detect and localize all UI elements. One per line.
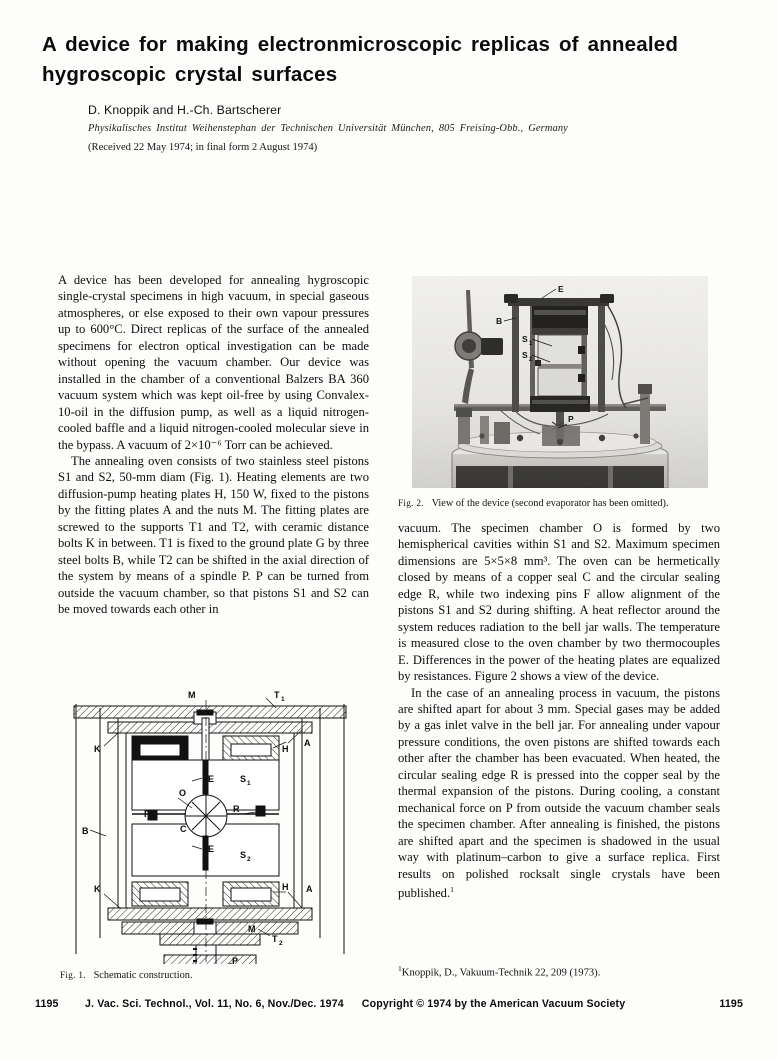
fig1-callout-K-bottom: K bbox=[94, 884, 101, 894]
page-title: A device for making electronmicroscopic replicas of annealed hygroscopic crystal surfaces bbox=[42, 33, 679, 86]
fig2-callout-E: E bbox=[558, 284, 564, 294]
footer-page-right: 1195 bbox=[719, 998, 743, 1010]
fig1-callout-S1: S bbox=[240, 774, 247, 784]
footer-page-left: 1195 bbox=[35, 998, 59, 1010]
fig1-callout-H-bottom: H bbox=[282, 882, 289, 892]
reference-item bbox=[398, 962, 720, 980]
svg-text:2: 2 bbox=[529, 357, 533, 363]
figure-1 bbox=[60, 686, 360, 964]
device-photo-graphic bbox=[412, 276, 708, 488]
footnote-marker: 1 bbox=[450, 884, 454, 894]
fig1-callout-E-bottom: E bbox=[208, 844, 215, 854]
fig1-callout-T1: T bbox=[274, 690, 280, 700]
footer-copyright: Copyright © 1974 by the American Vacuum Society bbox=[361, 998, 626, 1010]
paragraph bbox=[398, 685, 720, 902]
fig1-callout-R: R bbox=[233, 804, 240, 814]
figure-1-caption bbox=[60, 969, 360, 982]
fig1-callout-C: C bbox=[180, 824, 187, 834]
svg-text:1: 1 bbox=[247, 780, 251, 787]
fig2-callout-P: P bbox=[568, 414, 574, 424]
paragraph-text: In the case of an annealing process in vacuum, the pistons are shifted apart for about 3 mm. Special gases may be added by a gas inlet valve in the bell jar. For annealing under vapour pressure conditions, the oven pistons are shifted towards each other after the chamber has been evacuated. When heated, the circular sealing edge R is pressed into the copper seal by the thermal expansion of the pistons. During cooling, a constant mechanical force on P from outside the vacuum chamber seals the specimen chamber. After annealing is finished, the pistons are shifted apart and the specimen is shadowed in the usual way with platinum–carbon to give a surface replica. First results on polished rocksalt single crystals have been published. bbox=[398, 685, 720, 901]
figure-2-caption-text: View of the device (second evaporator has been omitted). bbox=[431, 498, 669, 509]
schematic-construction-drawing bbox=[60, 686, 360, 964]
fig1-callout-H-top: H bbox=[282, 744, 289, 754]
right-column bbox=[398, 520, 720, 902]
fig1-callout-O: O bbox=[179, 788, 187, 798]
fig1-callout-M-top: M bbox=[188, 690, 196, 700]
paragraph: The annealing oven consists of two stainless steel pistons S1 and S2, 50-mm diam (Fig. 1). Heating elements are two diffusion-pump heating plates H, 150 W, fixed to the pistons by the fitting plates A and the nuts M. The fitting plates are screwed to the supports T1 and T2, with ceramic distance bolts K in between. T1 is fixed to the ground plate G by three steel bolts B, while T2 can be shifted in the axial direction of the system by means of a spindle P. P can be turned from outside the vacuum chamber, so that pistons S1 and S2 can be moved towards each other in bbox=[58, 453, 369, 617]
fig1-callout-B: B bbox=[82, 826, 89, 836]
fig1-callout-M-bottom: M bbox=[248, 924, 256, 934]
fig2-callout-S1: S bbox=[522, 334, 528, 344]
svg-text:1: 1 bbox=[281, 696, 285, 703]
affiliation: Physikalisches Institut Weihenstephan der Technischen Universität München, 805 Freising-Obb., Germany bbox=[88, 123, 568, 134]
author-list: D. Knoppik and H.-Ch. Bartscherer bbox=[88, 103, 282, 117]
fig2-callout-S2: S bbox=[522, 350, 528, 360]
fig1-callout-T2: T bbox=[272, 934, 278, 944]
fig1-callout-S2: S bbox=[240, 850, 247, 860]
footer-journal: J. Vac. Sci. Technol., Vol. 11, No. 6, Nov./Dec. 1974 bbox=[85, 998, 344, 1010]
page-footer bbox=[35, 998, 743, 1010]
paragraph: vacuum. The specimen chamber O is formed by two hemispherical cavities within S1 and S2. Maximum specimen dimensions are 5×5×8 mm³. The oven can be hermetically closed by means of a copper seal C and the circular sealing edge R, while two indexing pins F allow alignment of the pistons S1 and S2 during shifting. A heat reflector around the system reduces radiation to the bell jar walls. The temperature is measured close to the oven chamber by two thermocouples E. Differences in the power of the heating plates are equalized by resistances. Figure 2 shows a view of the device. bbox=[398, 521, 720, 684]
paragraph: A device has been developed for annealing hygroscopic single-crystal specimens in high vacuum, in special gaseous atmospheres, or else exposed to their own vapour pressures up to 600°C. Direct replicas of the surface of the annealed specimens for electron optical investigation can be made without opening the vacuum chamber. Our device was installed in the chamber of a conventional Balzers BA 360 vacuum system which was kept oil-free by using Convalex-10-oil in the diffusion pump, as well as a liquid nitrogen-cooled baffle and a liquid nitrogen-cooled molecular sieve in the bypass. A vacuum of 2×10⁻⁶ Torr can be achieved. bbox=[58, 273, 369, 452]
reference-text: Knoppik, D., Vakuum-Technik 22, 209 (1973). bbox=[401, 967, 601, 979]
fig1-callout-F: F bbox=[144, 809, 150, 819]
fig1-callout-E-top: E bbox=[208, 774, 215, 784]
figure-1-label: Fig. 1. bbox=[60, 970, 86, 980]
figure-2-caption bbox=[398, 497, 720, 510]
svg-text:2: 2 bbox=[279, 940, 283, 947]
received-date: (Received 22 May 1974; in final form 2 August 1974) bbox=[88, 142, 318, 153]
svg-text:2: 2 bbox=[247, 856, 251, 863]
svg-text:1: 1 bbox=[529, 341, 533, 347]
figure-1-caption-text: Schematic construction. bbox=[93, 970, 193, 981]
fig1-callout-K-top: K bbox=[94, 744, 101, 754]
left-column bbox=[58, 272, 369, 618]
fig1-callout-P: P bbox=[232, 956, 239, 964]
reference-marker: 1 bbox=[398, 964, 402, 973]
fig1-callout-A-top: A bbox=[304, 738, 311, 748]
fig1-callout-A-bottom: A bbox=[306, 884, 313, 894]
figure-2 bbox=[398, 276, 720, 488]
figure-2-photograph bbox=[412, 276, 708, 488]
fig2-callout-B: B bbox=[496, 316, 503, 326]
figure-2-label: Fig. 2. bbox=[398, 498, 424, 508]
reference-list bbox=[398, 962, 720, 980]
